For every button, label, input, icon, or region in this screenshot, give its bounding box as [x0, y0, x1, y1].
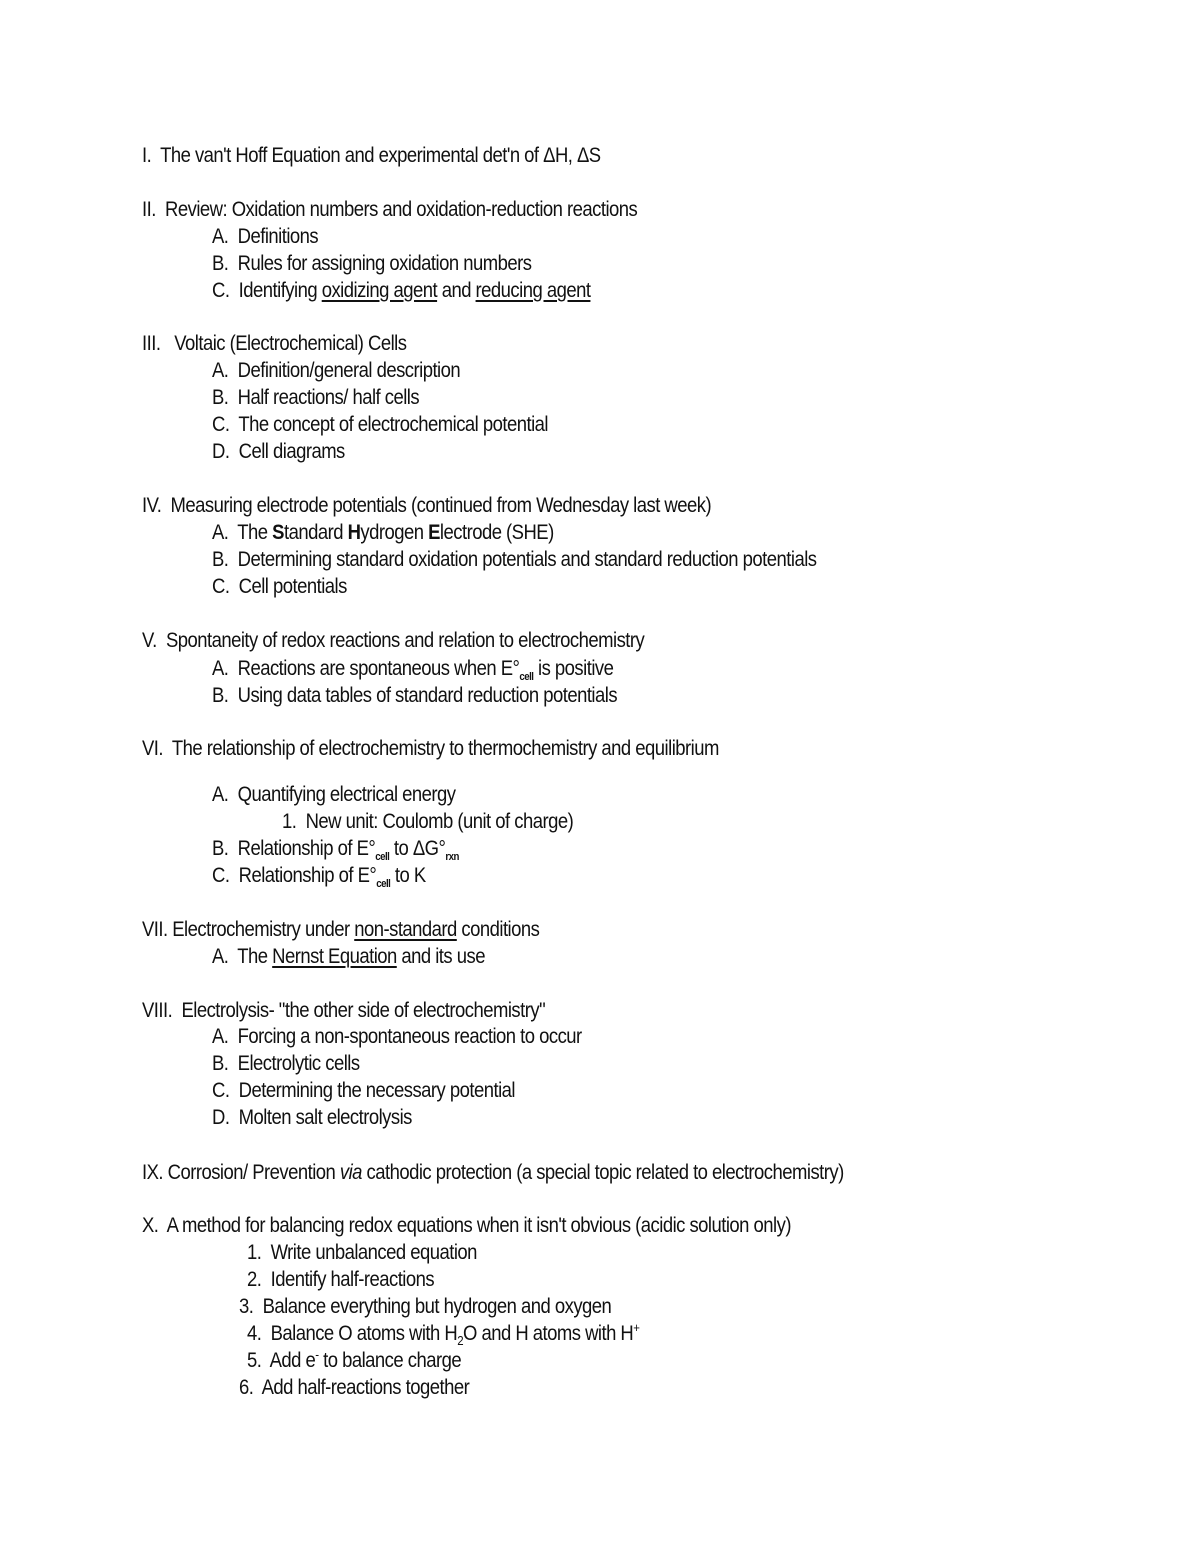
item-number: C. [212, 575, 230, 598]
outline-item-vi-a [212, 782, 456, 808]
item-text-pre: Relationship of E° [238, 864, 377, 887]
item-text-3: lectrode (SHE) [439, 521, 554, 544]
outline-item-ix [142, 1160, 844, 1186]
item-text-pre: Identifying [238, 279, 322, 302]
item-number: A. [212, 783, 229, 806]
outline-step-6 [239, 1375, 469, 1401]
item-text: Determining standard oxidation potentials and standard reduction potentials [237, 548, 817, 571]
step-number: 5. [247, 1349, 262, 1372]
outline-step-1 [247, 1240, 477, 1266]
outline-item-vi-b [212, 836, 459, 862]
outline-item-v [142, 628, 644, 654]
item-text: The concept of electrochemical potential [238, 413, 548, 436]
outline-item-iv [142, 493, 711, 519]
item-text-pre: The [237, 945, 273, 968]
outline-item-iii-d [212, 439, 345, 465]
item-number: C. [212, 279, 230, 302]
item-text: Half reactions/ half cells [237, 386, 420, 409]
item-number: D. [212, 440, 230, 463]
superscript-plus: + [633, 1320, 640, 1335]
item-number: VI. [142, 737, 164, 760]
item-text: Cell potentials [238, 575, 347, 598]
item-number: VII. [142, 918, 168, 941]
outline-item-v-b [212, 683, 617, 709]
superscript-minus: - [315, 1347, 319, 1362]
outline-item-viii-d [212, 1105, 412, 1131]
item-number: B. [212, 548, 229, 571]
item-number: A. [212, 1025, 229, 1048]
item-number: V. [142, 629, 157, 652]
step-text-1: Add e [269, 1349, 316, 1372]
outline-item-vi-a-1 [282, 809, 573, 835]
nernst-equation-term: Nernst Equation [272, 945, 397, 968]
item-text: Measuring electrode potentials (continued from Wednesday last week) [170, 494, 712, 517]
step-text: Balance everything but hydrogen and oxygen [262, 1295, 612, 1318]
outline-item-viii-c [212, 1078, 515, 1104]
item-number: D. [212, 1106, 230, 1129]
item-text-pre: Electrochemistry under [172, 918, 355, 941]
item-text: Electrolytic cells [237, 1052, 360, 1075]
step-text: Add half-reactions together [261, 1376, 470, 1399]
item-text: A method for balancing redox equations when it isn't obvious (acidic solution only) [166, 1214, 791, 1237]
item-text-2: ydrogen [360, 521, 429, 544]
item-text-mid: to ΔG° [389, 837, 446, 860]
outline-item-x [142, 1213, 791, 1239]
outline-item-vi [142, 736, 719, 762]
step-number: 3. [239, 1295, 254, 1318]
item-number: B. [212, 386, 229, 409]
item-number: A. [212, 945, 229, 968]
item-number: A. [212, 225, 229, 248]
item-text: Determining the necessary potential [238, 1079, 516, 1102]
item-text: Molten salt electrolysis [238, 1106, 412, 1129]
item-number: III. [142, 332, 161, 355]
outline-item-viii-b [212, 1051, 360, 1077]
item-text: Voltaic (Electrochemical) Cells [174, 332, 407, 355]
item-text-post: and its use [396, 945, 485, 968]
reducing-agent-term: reducing agent [475, 279, 591, 302]
item-number: B. [212, 1052, 229, 1075]
item-number: A. [212, 657, 229, 680]
step-text-2: to balance charge [318, 1349, 462, 1372]
outline-item-ii-c [212, 278, 590, 304]
step-number: 2. [247, 1268, 262, 1291]
item-number: VIII. [142, 999, 173, 1022]
item-text: Forcing a non-spontaneous reaction to occur [237, 1025, 582, 1048]
item-text-pre: The [237, 521, 273, 544]
outline-step-2 [247, 1267, 434, 1293]
subscript-cell: cell [519, 671, 534, 684]
item-text-post: is positive [533, 657, 614, 680]
item-number: C. [212, 413, 230, 436]
subscript-cell: cell [375, 851, 390, 864]
item-text: Quantifying electrical energy [237, 783, 456, 806]
bold-letter-s: S [272, 521, 284, 544]
item-text: Using data tables of standard reduction potentials [237, 684, 618, 707]
step-text: Write unbalanced equation [270, 1241, 477, 1264]
step-text-1: Balance O atoms with H [270, 1322, 458, 1345]
subscript-cell: cell [376, 878, 391, 891]
item-text-mid: and [437, 279, 476, 302]
outline-item-iv-b [212, 547, 817, 573]
subscript-2: 2 [457, 1333, 464, 1349]
item-text-pre: Reactions are spontaneous when E° [237, 657, 520, 680]
outline-step-4 [247, 1321, 639, 1347]
non-standard-term: non-standard [354, 918, 457, 941]
item-number: IV. [142, 494, 162, 517]
item-number: X. [142, 1214, 159, 1237]
item-text-pre: Relationship of E° [237, 837, 376, 860]
outline-item-iv-a [212, 520, 554, 546]
item-number: B. [212, 684, 229, 707]
outline-item-viii [142, 998, 545, 1024]
outline-item-ii [142, 197, 637, 223]
italic-via: via [339, 1161, 362, 1184]
outline-item-iii [142, 331, 406, 357]
item-text: Definition/general description [237, 359, 461, 382]
item-number: B. [212, 837, 229, 860]
item-text-post: cathodic protection (a special topic related to electrochemistry) [361, 1161, 844, 1184]
outline-step-3 [239, 1294, 611, 1320]
outline-item-vi-c [212, 863, 426, 889]
step-text: Identify half-reactions [270, 1268, 435, 1291]
item-text: Spontaneity of redox reactions and relation to electrochemistry [165, 629, 645, 652]
outline-item-iii-b [212, 385, 419, 411]
item-number: I. [142, 144, 152, 167]
item-text: New unit: Coulomb (unit of charge) [305, 810, 574, 833]
item-number: C. [212, 864, 230, 887]
item-text: Review: Oxidation numbers and oxidation-reduction reactions [165, 198, 638, 221]
outline-item-vii [142, 917, 539, 943]
outline-item-ii-a [212, 224, 318, 250]
item-number: B. [212, 252, 229, 275]
subscript-rxn: rxn [445, 851, 459, 864]
item-text-1: tandard [283, 521, 348, 544]
outline-item-iv-c [212, 574, 347, 600]
bold-letter-e: E [428, 521, 440, 544]
step-number: 4. [247, 1322, 262, 1345]
item-text: Rules for assigning oxidation numbers [237, 252, 532, 275]
outline-step-5 [247, 1348, 461, 1374]
outline-item-vii-a [212, 944, 485, 970]
outline-item-v-a [212, 656, 613, 682]
item-number: IX. [142, 1161, 164, 1184]
outline-item-viii-a [212, 1024, 582, 1050]
item-number: A. [212, 359, 229, 382]
bold-letter-h: H [347, 521, 361, 544]
item-text: The relationship of electrochemistry to thermochemistry and equilibrium [171, 737, 719, 760]
item-text: The van't Hoff Equation and experimental det'n of ΔH, ΔS [160, 144, 601, 167]
outline-item-i [142, 143, 601, 169]
item-text: Cell diagrams [238, 440, 345, 463]
step-text-2: O and H atoms with H [463, 1322, 634, 1345]
outline-item-ii-b [212, 251, 531, 277]
item-text-post: conditions [456, 918, 540, 941]
step-number: 1. [247, 1241, 262, 1264]
item-number: 1. [282, 810, 297, 833]
item-number: C. [212, 1079, 230, 1102]
oxidizing-agent-term: oxidizing agent [321, 279, 438, 302]
item-text: Definitions [237, 225, 319, 248]
outline-item-iii-c [212, 412, 548, 438]
step-number: 6. [239, 1376, 254, 1399]
item-text-pre: Corrosion/ Prevention [167, 1161, 340, 1184]
item-number: A. [212, 521, 229, 544]
item-text: Electrolysis- "the other side of electrochemistry" [181, 999, 546, 1022]
item-number: II. [142, 198, 156, 221]
outline-item-iii-a [212, 358, 460, 384]
item-text-post: to K [390, 864, 426, 887]
